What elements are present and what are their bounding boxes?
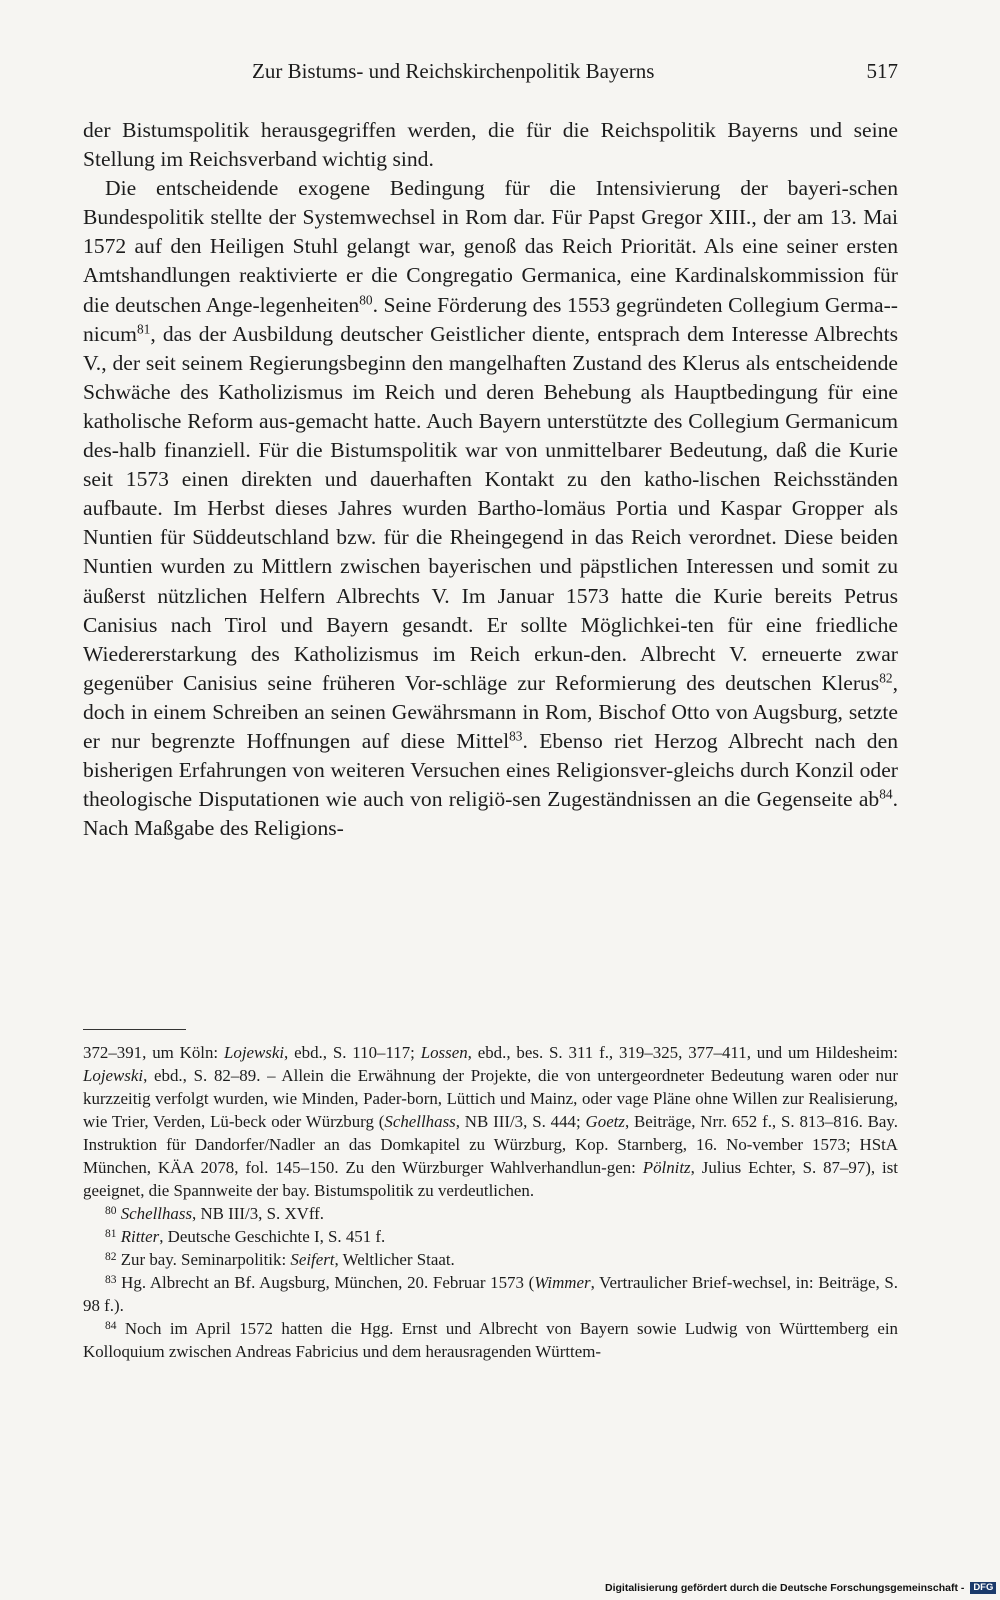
text-run: , Beiträge, Nrr. 652 f., S. 813–816. Bay. Instruktion für Dandorfer/Nadler an das Domkapitel zu Würzburg, Kop. Starnberg, 16. No-vember 1573; HStA München, KÄA 2078, fol. 145–150. Zu den Würzburger Wahlverhandlun-gen: (83, 1112, 898, 1177)
author-name: Pölnitz (642, 1158, 691, 1177)
footnote-ref-80: 80 (359, 292, 373, 308)
author-name: Schellhass (120, 1204, 193, 1223)
footnote-ref-84: 84 (879, 786, 893, 802)
text-run: . Seine Förderung des 1553 gegründeten Collegium Germa-nicum (83, 292, 898, 346)
footnote-ref-83: 83 (509, 728, 523, 744)
digitization-credit (605, 1581, 996, 1595)
text-run: , Julius Echter, S. 87–97), ist geeignet, die Spannweite der bay. Bistumspolitik zu verdeutlichen. (83, 1158, 899, 1200)
footnotes (83, 1041, 898, 1363)
text-run: , ebd., S. 82–89. – Allein die Erwähnung der Projekte, die von untergeordneter Bedeutung waren oder nur kurzzeitig verfolgt wurden, wie Minden, Pader-born, Lüttich und Mainz, oder vage Pläne ohne Willen zur Realisierung, wie Trier, Verden, Lü-beck oder Würzburg ( (83, 1066, 898, 1131)
text-run: , Weltlicher Staat. (334, 1250, 455, 1269)
footnote-ref-81: 81 (136, 321, 151, 337)
paragraph: der Bistumspolitik herausgegriffen werden, die für die Reichspolitik Bayerns und seine Stellung im Reichsverband wichtig sind. (83, 118, 898, 172)
author-name: Lojewski (83, 1066, 144, 1085)
author-name: Schellhass (384, 1112, 456, 1131)
paragraph (83, 174, 898, 843)
footnote-continuation (83, 1041, 898, 1202)
author-name: Seifert (290, 1250, 335, 1269)
text-run: . Ebenso riet Herzog Albrecht nach den bisherigen Erfahrungen von weiteren Versuchen eines Religionsver-gleichs durch Konzil oder theologische Disputationen wie auch von religiö-sen Zugeständnissen an die Gegenseite ab (83, 728, 898, 812)
text-run: Hg. Albrecht an Bf. Augsburg, München, 20. Februar 1573 ( (116, 1273, 535, 1292)
footnote-separator (83, 1029, 186, 1030)
text-run: , Vertraulicher Brief-wechsel, in: Beiträge, S. 98 f.). (83, 1273, 898, 1315)
text-run: , doch in einem Schreiben an seinen Gewährsmann in Rom, Bischof Otto von Augsburg, setzte er nur begrenzte Hoffnungen auf diese Mittel (83, 670, 898, 753)
text-run: , das der Ausbildung deutscher Geistlicher diente, entsprach dem Interesse Albrechts V., der seit seinem Regierungsbeginn den mangelhaften Zustand des Klerus als entscheidende Schwäche des Katholizismus im Reich und deren Behebung als Hauptbedingung für eine katholische Reform aus-gemacht hatte. Auch Bayern unterstützte des Collegium Germanicum des-halb finanziell. Für die Bistumspolitik war von unmittelbarer Bedeutung, daß die Kurie seit 1573 einen direkten und dauerhaften Kontakt zu den katho-lischen Reichsständen aufbaute. Im Herbst dieses Jahres wurden Bartho-lomäus Portia und Kaspar Gropper als Nuntien für Süddeutschland bzw. für die Rheingegend in das Reich verordnet. Diese beiden Nuntien wurden zu Mittlern zwischen bayerischen und päpstlichen Interessen und somit zu äußerst nützlichen Helfern Albrechts V. Im Januar 1573 hatte die Kurie bereits Petrus Canisius nach Tirol und Bayern gesandt. Er sollte Möglichkei-ten für eine friedliche Wiedererstarkung des Katholizismus im Reich erkun-den. Albrecht V. erneuerte zwar gegenüber Canisius seine früheren Vor-schläge zur Reformierung des deutschen Klerus (83, 321, 898, 695)
author-name: Lojewski (223, 1043, 285, 1062)
text-run: , Deutsche Geschichte I, S. 451 f. (159, 1227, 386, 1246)
text-run: Die entscheidende exogene Bedingung für die Intensivierung der bayeri-schen Bundespolitik stellte der Systemwechsel in Rom dar. Für Papst Gregor XIII., der am 13. Mai 1572 auf den Heiligen Stuhl gelangt war, genoß das Reich Priorität. Als eine seiner ersten Amtshandlungen reaktivierte er die Congregatio Germanica, eine Kardinalskommission für die deutschen Ange-legenheiten (83, 176, 898, 317)
footnote-number: 80 (105, 1204, 117, 1217)
footnote-80 (83, 1202, 898, 1225)
text-run: 372–391, um Köln: (83, 1043, 224, 1062)
author-name: Wimmer (534, 1273, 591, 1292)
main-text (83, 116, 898, 843)
text-run: , ebd., S. 110–117; (284, 1043, 421, 1062)
footnote-number: 81 (105, 1227, 117, 1240)
dfg-logo: DFG (970, 1582, 996, 1594)
page-number: 517 (866, 59, 898, 83)
footnote-ref-82: 82 (879, 670, 893, 686)
credit-text: Digitalisierung gefördert durch die Deutsche Forschungsgemeinschaft - (605, 1582, 965, 1594)
footnote-83 (83, 1271, 898, 1317)
running-header (252, 56, 898, 86)
author-name: Lossen (420, 1043, 468, 1062)
text-run: , ebd., bes. S. 311 f., 319–325, 377–411, und um Hildesheim: (467, 1043, 898, 1062)
footnote-84 (83, 1317, 898, 1363)
text-run: , NB III/3, S. XVff. (192, 1204, 325, 1223)
running-title: Zur Bistums- und Reichskirchenpolitik Bayerns (252, 59, 655, 83)
text-run: Noch im April 1572 hatten die Hgg. Ernst und Albrecht von Bayern sowie Ludwig von Württemberg ein Kolloquium zwischen Andreas Fabricius und dem herausragenden Württem- (83, 1319, 898, 1361)
footnote-number: 82 (105, 1250, 117, 1263)
footnote-81 (83, 1225, 898, 1248)
footnote-number: 83 (105, 1273, 117, 1286)
footnote-number: 84 (105, 1319, 117, 1332)
author-name: Goetz (585, 1112, 625, 1131)
text-run: Zur bay. Seminarpolitik: (116, 1250, 291, 1269)
text-run: , NB III/3, S. 444; (455, 1112, 586, 1131)
footnote-82 (83, 1248, 898, 1271)
author-name: Ritter (120, 1227, 160, 1246)
text-run: . Nach Maßgabe des Religions- (83, 787, 898, 841)
